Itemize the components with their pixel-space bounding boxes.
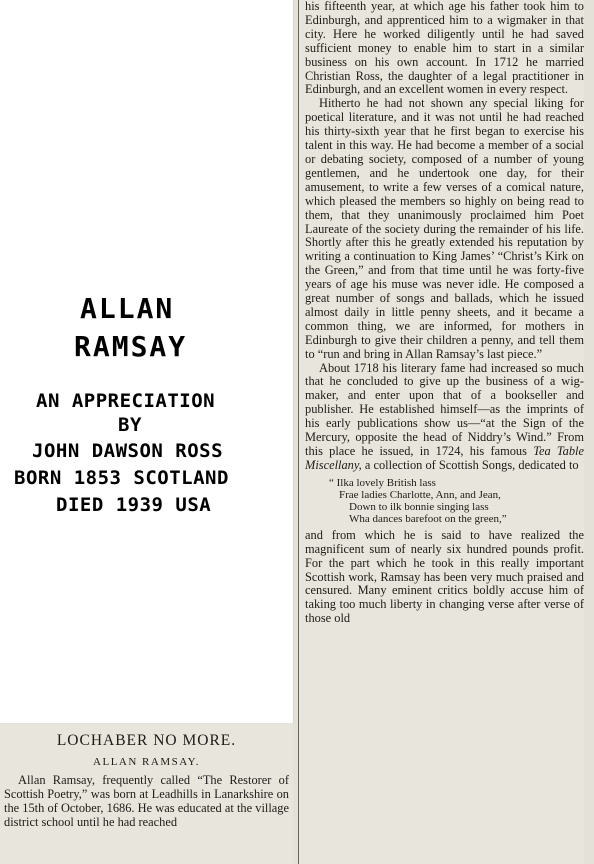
- book-title-italic: Tea Table Miscellany,: [305, 444, 584, 472]
- paragraph-3-text: About 1718 his literary fame had increased so much that he concluded to give up the business of a wig-maker, and enter upon that of a bookseller and publisher. He established himself—as the imprints of his early publications show us—“at the Sign of the Mercury, opposite the head of Niddry’s Wind.” From this place he issued, in 1724, his famous: [305, 360, 584, 458]
- paragraph-3: [305, 362, 584, 473]
- article-paragraph: Allan Ramsay, frequently called “The Restorer of Scottish Poetry,” was born at Leadhills in Lanarkshire on the 15th of October, 1686. He was educated at the village district school until he had reached: [4, 773, 289, 829]
- article-heading: LOCHABER NO MORE.: [56, 732, 237, 749]
- subtitle-appreciation: AN APPRECIATION: [36, 390, 216, 412]
- paragraph-2: Hitherto he had not shown any special liking for poetical literature, and it was not until he had reached his thirty-sixth year that he first began to exercise his talent in this way. He had become a member of a social or debating society, composed of a number of young gentlemen, and he undertook one day, for their amusement, to write a few verses of a comical nature, which pleased the members so highly on being read to them, that they unanimously proclaimed him Poet Laureate of the society during the remainder of his life. Shortly after this he greatly extended his reputation by writing a continuation to King James’ “Christ’s Kirk on the Green,” and from that time until he was forty-five years of age his muse was never idle. He composed a great number of songs and ballads, which he issued almost daily in little penny sheets, and it became a common thing, we are informed, for mothers in Edinburgh to give their children a penny, and tell them to “run and bring in Allan Ramsay’s last piece.”: [305, 96, 584, 361]
- right-column: [298, 0, 584, 864]
- left-article: [0, 724, 293, 864]
- verse-line: Frae ladies Charlotte, Ann, and Jean,: [339, 488, 501, 501]
- title-ramsay: RAMSAY: [74, 330, 188, 363]
- paragraph-4: and from which he is said to have realized the magnificent sum of nearly six hundred pounds profit. For the part which he took in this really important Scottish work, Ramsay has been very much praised and censured. Many eminent critics boldly accuse him of taking too much liberty in changing verse after verse of those old: [305, 527, 584, 626]
- subtitle-by: BY: [118, 414, 142, 436]
- subtitle-died: DIED 1939 USA: [56, 494, 212, 516]
- verse-line: “ Ilka lovely British lass: [329, 476, 436, 489]
- subtitle-born: BORN 1853 SCOTLAND: [14, 467, 229, 489]
- paragraph-1: his fifteenth year, at which age his father took him to Edinburgh, and apprenticed him to a wigmaker in that city. Here he worked diligently until he had saved sufficient money to enable him to start in a similar business on his own account. In 1712 he married Christian Ross, the daughter of a legal practitioner in Edinburgh, and an excellent women in every respect.: [305, 0, 584, 97]
- verse-line: Down to ilk bonnie singing lass: [349, 500, 489, 513]
- title-allan: ALLAN: [80, 292, 175, 325]
- verse-line: Wha dances barefoot on the green,”: [349, 512, 507, 525]
- subtitle-author-name: JOHN DAWSON ROSS: [32, 440, 224, 462]
- verse-quote: [329, 477, 584, 525]
- article-author: ALLAN RAMSAY.: [93, 756, 200, 768]
- paragraph-3-tail: a collection of Scottish Songs, dedicated to: [364, 457, 579, 472]
- title-panel: [0, 0, 294, 723]
